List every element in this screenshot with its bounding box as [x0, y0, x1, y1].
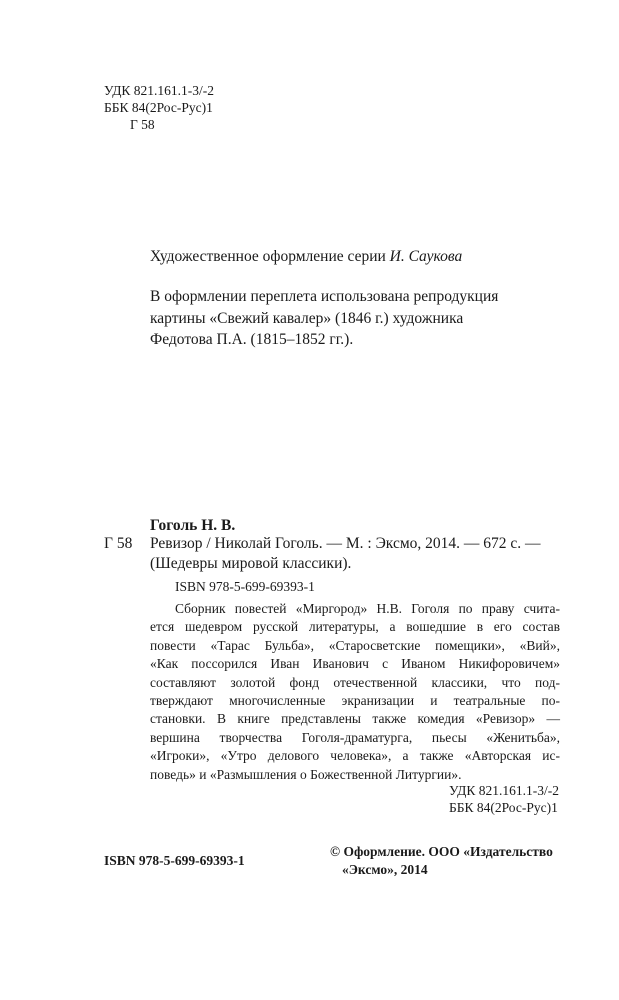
bibliographic-author: Гоголь Н. В.	[150, 517, 236, 534]
series-design-credit	[150, 246, 462, 267]
annotation-line: «Игроки», «Утро делового человека», а также «Авторская ис-	[150, 748, 560, 764]
copyright-line: «Эксмо», 2014	[342, 862, 428, 877]
copyright-line: © Оформление. ООО «Издательство	[330, 844, 553, 859]
udk-code: УДК 821.161.1-3/-2	[448, 783, 559, 798]
annotation-paragraph	[150, 600, 560, 784]
cover-reproduction-credit	[150, 286, 560, 351]
udk-code: УДК 821.161.1-3/-2	[104, 83, 215, 98]
annotation-line: поведь» и «Размышления о Божественной Литургии».	[150, 766, 462, 782]
designer-name: И. Саукова	[389, 248, 463, 265]
bibliographic-line: (Шедевры мировой классики).	[150, 555, 352, 572]
bbk-code: ББК 84(2Рос-Рус)1	[104, 100, 213, 115]
annotation-line: Сборник повестей «Миргород» Н.В. Гоголя по праву счита-	[175, 601, 560, 616]
bbk-code: ББК 84(2Рос-Рус)1	[448, 800, 558, 815]
design-credit-text: Художественное оформление серии	[150, 248, 386, 265]
reproduction-line: В оформлении переплета использована репродукция	[150, 288, 499, 305]
copyright-notice	[330, 843, 553, 879]
annotation-line: вершина творчества Гоголя-драматурга, пьесы «Женитьба»,	[150, 729, 560, 745]
annotation-line: ется шедевром русской литературы, а вошедшие в его состав	[150, 619, 560, 635]
annotation-line: тверждают многочисленные экранизации и театральные по-	[150, 693, 560, 709]
classification-codes-bottom	[449, 782, 559, 816]
annotation-line: составляют золотой фонд отечественной классики, что под-	[150, 674, 560, 690]
isbn-inline: ISBN 978-5-699-69393-1	[175, 579, 315, 594]
classification-codes-top	[104, 82, 214, 133]
annotation-line: «Как поссорился Иван Иванович с Иваном Никифоровичем»	[150, 656, 560, 672]
bibliographic-line: Ревизор / Николай Гоголь. — М. : Эксмо, 2014. — 672 с. —	[150, 535, 541, 552]
isbn-footer: ISBN 978-5-699-69393-1	[104, 853, 245, 868]
annotation-line: повести «Тарас Бульба», «Старосветские помещики», «Вий»,	[150, 637, 560, 653]
annotation-line: становки. В книге представлены также комедия «Ревизор» —	[150, 711, 560, 727]
reproduction-line: картины «Свежий кавалер» (1846 г.) художника	[150, 309, 464, 327]
bibliographic-author-mark: Г 58	[104, 535, 133, 552]
author-mark: Г 58	[130, 117, 155, 132]
reproduction-line: Федотова П.А. (1815–1852 гг.).	[150, 331, 354, 348]
bibliographic-record	[150, 534, 541, 574]
